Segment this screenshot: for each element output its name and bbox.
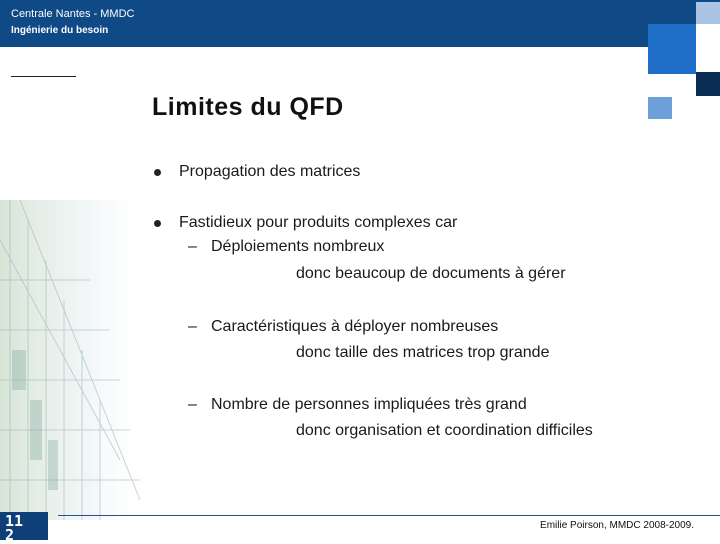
course-name: Ingénierie du besoin [11,25,109,36]
decor-square-blue [648,24,696,74]
organization-name: Centrale Nantes - MMDC [11,8,135,20]
sub-item-detail: donc beaucoup de documents à gérer [296,265,566,282]
sub-item-detail: donc taille des matrices trop grande [296,344,550,361]
slide-title: Limites du QFD [152,93,344,121]
bullet-dot [154,220,161,227]
sub-item-detail: donc organisation et coordination difficiles [296,422,593,439]
sub-dash: – [188,238,197,255]
decorative-background-image [0,200,150,520]
sub-dash: – [188,318,197,335]
bullet-fastidieux: Fastidieux pour produits complexes car [179,214,458,231]
sub-item-label: Déploiements nombreux [211,238,385,255]
footer-rule [58,515,720,516]
bullet-dot [154,169,161,176]
decor-square-mid [648,97,672,119]
header-band [0,0,720,47]
decor-square-white [696,24,720,48]
bullet-propagation: Propagation des matrices [179,163,361,180]
decor-square-light [696,2,720,24]
sub-item-label: Nombre de personnes impliquées très grand [211,396,527,413]
decor-square-dark [696,72,720,96]
sub-item-label: Caractéristiques à déployer nombreuses [211,318,499,335]
sub-dash: – [188,396,197,413]
footer-credit: Emilie Poirson, MMDC 2008-2009. [540,520,694,531]
header-rule [11,76,76,77]
slide-number: 11 2 [5,512,24,544]
